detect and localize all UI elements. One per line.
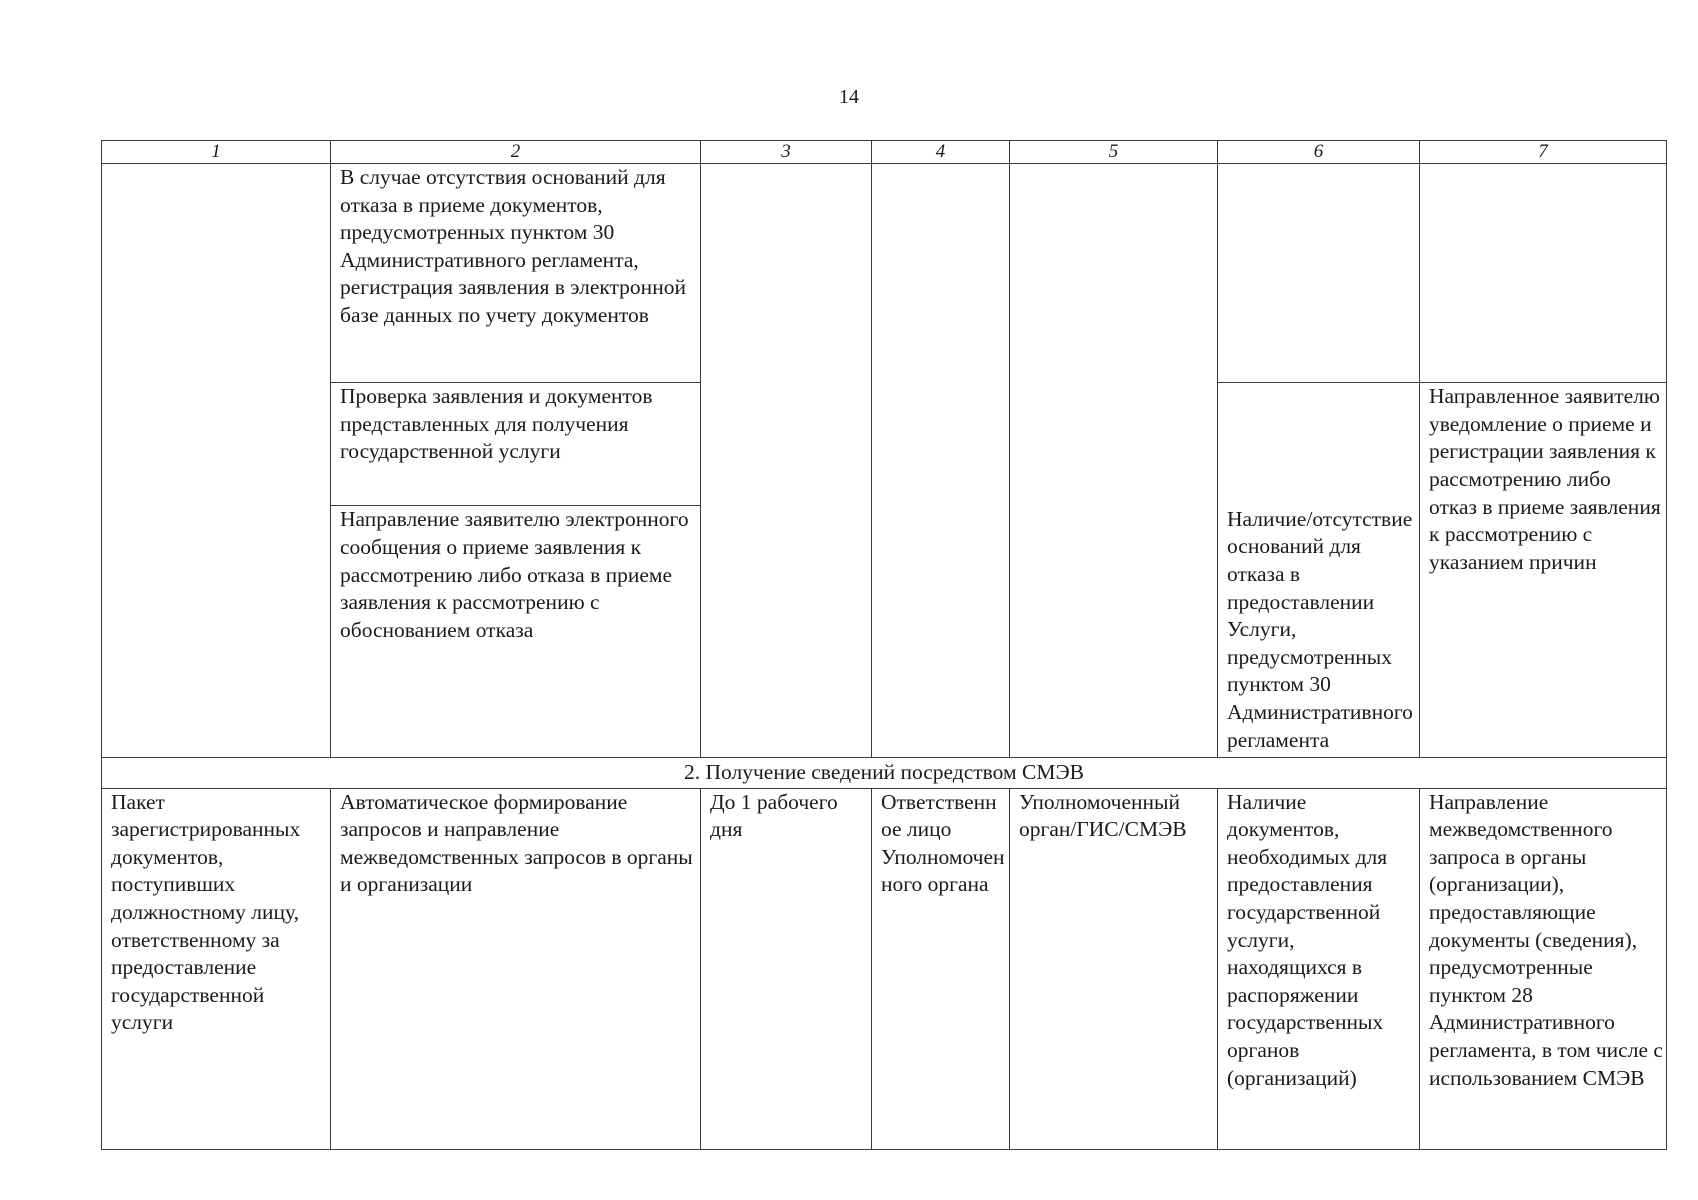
criteria-cell (1218, 383, 1420, 506)
basis-cell (102, 164, 331, 758)
result-cell (1420, 164, 1667, 383)
column-number-row (102, 141, 1667, 164)
column-number: 7 (1420, 141, 1667, 164)
responsible-cell (872, 164, 1010, 758)
action-cell: В случае отсутствия оснований для отказа в приеме документов, предусмотренных пунктом 30 Административного регламента, регистрация заявления в электронной базе данных по учету документов (331, 164, 701, 383)
action-cell: Направление заявителю электронного сообщения о приеме заявления к рассмотрению либо отказа в приеме заявления к рассмотрению с обоснованием отказа (331, 506, 701, 757)
column-number: 3 (701, 141, 872, 164)
term-cell (701, 164, 872, 758)
column-number: 6 (1218, 141, 1420, 164)
procedure-table (101, 140, 1667, 1150)
action-cell: Автоматическое формирование запросов и направление межведомственных запросов в органы и организации (331, 788, 701, 1149)
criteria-cell: Наличие/отсутствие оснований для отказа в предоставлении Услуги, предусмотренных пунктом 30 Административного регламента (1218, 506, 1420, 757)
column-number: 2 (331, 141, 701, 164)
result-cell: Направление межведомственного запроса в органы (организации), предоставляющие документы (сведения), предусмотренные пунктом 28 Административного регламента, в том числе с использованием СМЭВ (1420, 788, 1667, 1149)
criteria-cell: Наличие документов, необходимых для предоставления государственной услуги, находящихся в распоряжении государственных органов (организаций) (1218, 788, 1420, 1149)
section-heading-row (102, 757, 1667, 788)
table-row (102, 788, 1667, 1149)
column-number: 1 (102, 141, 331, 164)
column-number: 4 (872, 141, 1010, 164)
action-cell: Проверка заявления и документов представленных для получения государственной услуги (331, 383, 701, 506)
section-heading: 2. Получение сведений посредством СМЭВ (102, 757, 1667, 788)
place-cell: Уполномоченный орган/ГИС/СМЭВ (1010, 788, 1218, 1149)
result-cell: Направленное заявителю уведомление о приеме и регистрации заявления к рассмотрению либо отказ в приеме заявления к рассмотрению с указанием причин (1420, 383, 1667, 757)
responsible-cell: Ответственное лицо Уполномоченного органа (872, 788, 1010, 1149)
criteria-cell (1218, 164, 1420, 383)
column-number: 5 (1010, 141, 1218, 164)
table-row (102, 164, 1667, 383)
term-cell: До 1 рабочего дня (701, 788, 872, 1149)
page-number: 14 (839, 86, 859, 108)
place-cell (1010, 164, 1218, 758)
basis-cell: Пакет зарегистрированных документов, поступивших должностному лицу, ответственному за предоставление государственной услуги (102, 788, 331, 1149)
